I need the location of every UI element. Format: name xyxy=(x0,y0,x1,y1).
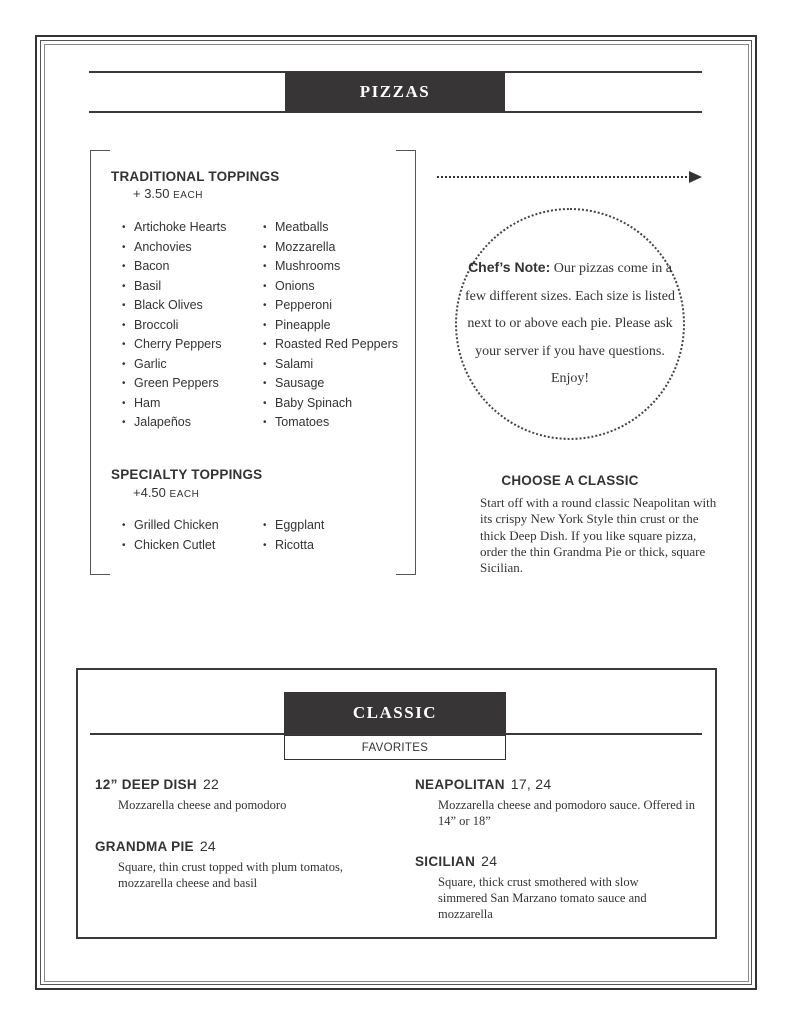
topping-item: • Jalapeños xyxy=(122,413,226,433)
item-description: Mozzarella cheese and pomodoro sauce. Offered in 14” or 18” xyxy=(438,798,695,828)
chef-note xyxy=(462,254,678,393)
chef-note-text: Our pizzas come in a few different sizes. Each size is listed next to or above each pie. Please ask your server if you have questions. Enjoy! xyxy=(464,261,676,386)
menu-item-deep-dish xyxy=(95,776,395,813)
section-title-pizzas: PIZZAS xyxy=(285,72,505,112)
topping-item: • Cherry Peppers xyxy=(122,335,226,355)
traditional-price-value: + 3.50 xyxy=(133,186,170,201)
specialty-toppings-title: SPECIALTY TOPPINGS xyxy=(111,467,263,482)
topping-item: • Mozzarella xyxy=(263,238,398,258)
topping-item: • Ham xyxy=(122,394,226,414)
topping-item: • Broccoli xyxy=(122,316,226,336)
topping-item: • Sausage xyxy=(263,374,398,394)
traditional-toppings-title: TRADITIONAL TOPPINGS xyxy=(111,169,280,184)
topping-item: • Artichoke Hearts xyxy=(122,218,226,238)
item-name: SICILIAN xyxy=(415,854,476,869)
item-price: 22 xyxy=(202,776,220,792)
item-description: Square, thin crust topped with plum tomatos, mozzarella cheese and basil xyxy=(118,860,343,890)
chef-note-label: Chef’s Note: xyxy=(468,259,551,275)
topping-item: • Pepperoni xyxy=(263,296,398,316)
item-name: 12” DEEP DISH xyxy=(95,777,197,792)
topping-item: • Eggplant xyxy=(263,516,324,536)
menu-item-neapolitan xyxy=(415,776,705,829)
item-price: 24 xyxy=(199,838,216,854)
specialty-list-col1 xyxy=(122,516,219,555)
choose-classic-title: CHOOSE A CLASSIC xyxy=(501,473,639,488)
specialty-each-label: EACH xyxy=(169,489,200,500)
topping-item: • Anchovies xyxy=(122,238,226,258)
item-name: NEAPOLITAN xyxy=(415,777,505,792)
arrow-right-icon xyxy=(689,171,702,183)
topping-item: • Pineapple xyxy=(263,316,398,336)
topping-item: • Baby Spinach xyxy=(263,394,398,414)
menu-item-sicilian xyxy=(415,853,705,922)
traditional-list-col1 xyxy=(122,218,226,433)
specialty-price-value: +4.50 xyxy=(133,485,166,500)
item-name: GRANDMA PIE xyxy=(95,839,194,854)
topping-item: • Mushrooms xyxy=(263,257,398,277)
item-price: 17, 24 xyxy=(510,776,552,792)
topping-item: • Garlic xyxy=(122,355,226,375)
item-description: Square, thick crust smothered with slow simmered San Marzano tomato sauce and mozzarella xyxy=(438,875,647,921)
section-title-classic: CLASSIC xyxy=(284,692,506,734)
item-description: Mozzarella cheese and pomodoro xyxy=(118,798,287,812)
specialty-list-col2 xyxy=(263,516,324,555)
menu-item-grandma-pie xyxy=(95,838,395,891)
topping-item: • Basil xyxy=(122,277,226,297)
specialty-price xyxy=(133,485,199,500)
topping-item: • Ricotta xyxy=(263,536,324,556)
topping-item: • Black Olives xyxy=(122,296,226,316)
dotted-arrow-line xyxy=(437,176,691,178)
traditional-price xyxy=(133,186,203,201)
item-price: 24 xyxy=(481,853,498,869)
topping-item: • Meatballs xyxy=(263,218,398,238)
topping-item: • Bacon xyxy=(122,257,226,277)
topping-item: • Chicken Cutlet xyxy=(122,536,219,556)
topping-item: • Tomatoes xyxy=(263,413,398,433)
bracket-left xyxy=(90,150,110,575)
traditional-each-label: EACH xyxy=(173,190,203,201)
topping-item: • Roasted Red Peppers xyxy=(263,335,398,355)
topping-item: • Grilled Chicken xyxy=(122,516,219,536)
traditional-list-col2 xyxy=(263,218,398,433)
topping-item: • Onions xyxy=(263,277,398,297)
section-subtitle-favorites: FAVORITES xyxy=(284,735,506,760)
topping-item: • Green Peppers xyxy=(122,374,226,394)
topping-item: • Salami xyxy=(263,355,398,375)
bracket-right xyxy=(396,150,416,575)
choose-classic-body: Start off with a round classic Neapolitan with its crispy New York Style thin crust or the thick Deep Dish. If you like square pizza, order the thin Grandma Pie or thick, square Sicilian. xyxy=(480,495,717,576)
